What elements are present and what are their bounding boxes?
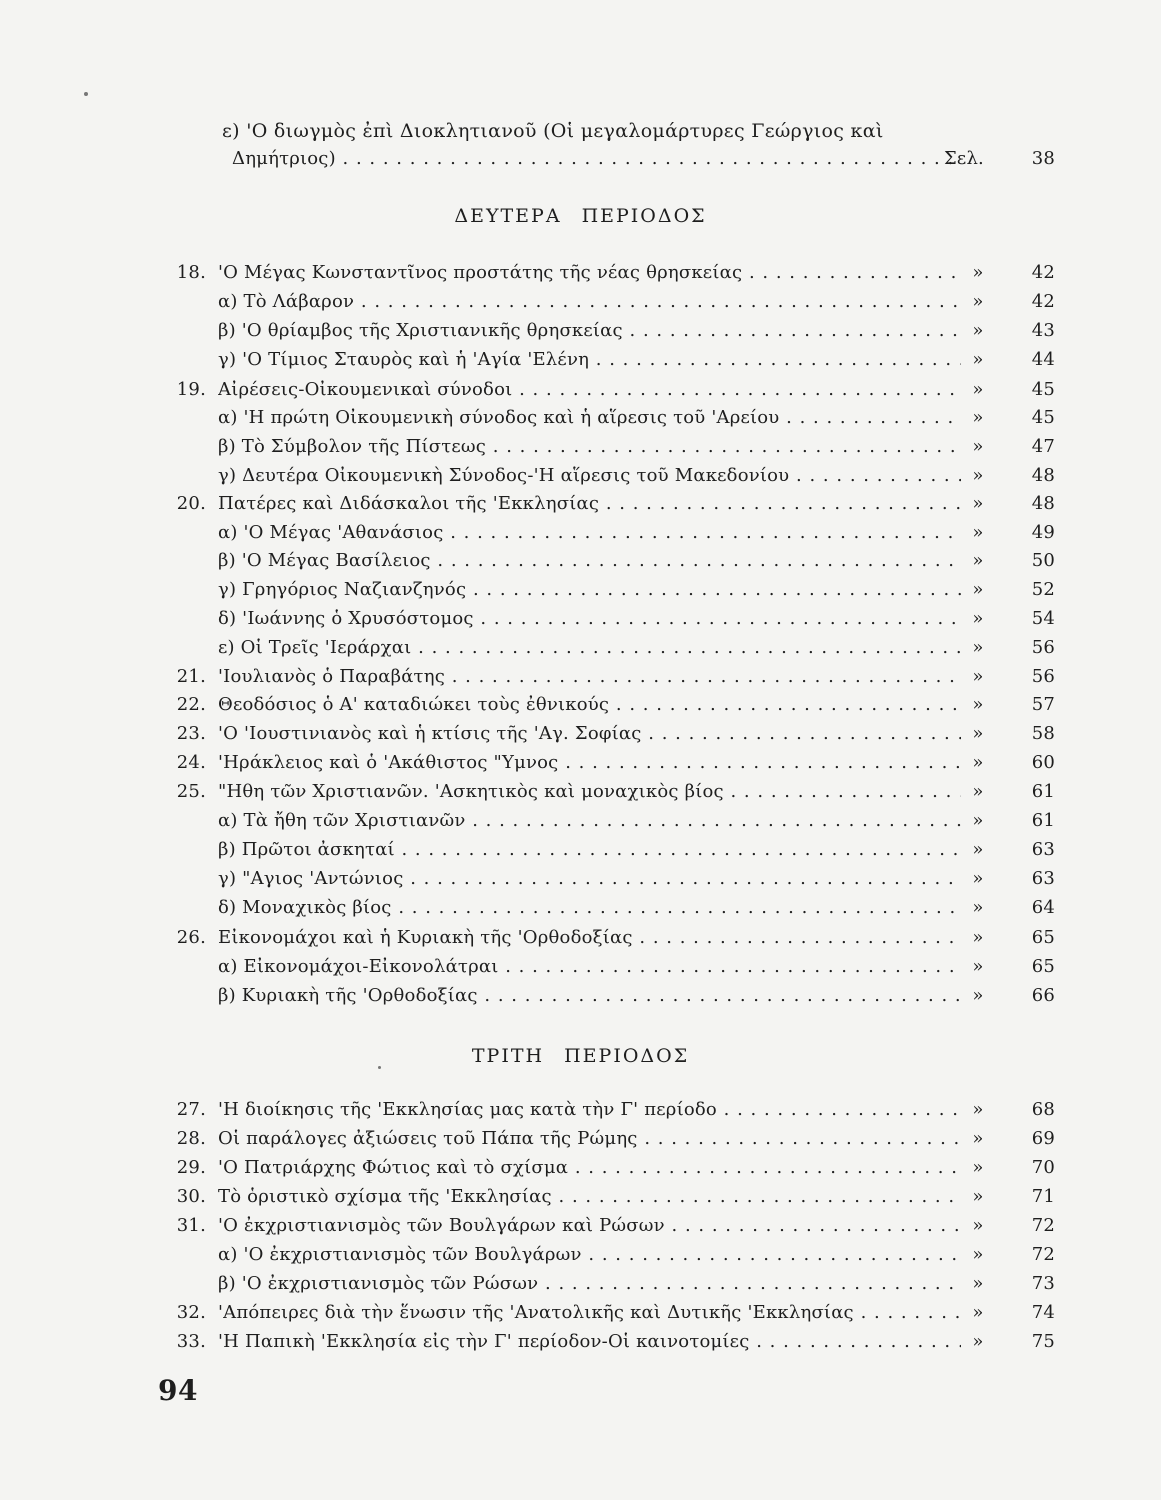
toc-entry-ditto-mark: » bbox=[972, 291, 984, 312]
toc-entry-ditto-mark: » bbox=[972, 985, 984, 1006]
toc-entry-page: 54 bbox=[1031, 608, 1055, 629]
toc-entry-page: 48 bbox=[1031, 465, 1055, 486]
intro-row bbox=[0, 148, 1161, 176]
toc-entry-title: ε) Οἱ Τρεῖς 'Ιεράρχαι . . . bbox=[218, 637, 961, 658]
section-heading-second-period: ΔΕΥΤΕΡΑ ΠΕΡΙΟΔΟΣ bbox=[454, 205, 707, 227]
toc-entry-title: γ) Γρηγόριος Ναζιανζηνός . . . bbox=[218, 579, 961, 600]
toc-entry-title: Οἱ παράλογες ἀξιώσεις τοῦ Πάπα τῆς Ρώμης . . . bbox=[218, 1128, 961, 1149]
toc-entry-page: 69 bbox=[1031, 1128, 1055, 1149]
toc-entry-title: Εἰκονομάχοι καὶ ἡ Κυριακὴ τῆς 'Ορθοδοξίας . . . bbox=[218, 927, 961, 948]
toc-entry-ditto-mark: » bbox=[972, 810, 984, 831]
toc-entry-title: 'Η Παπικὴ 'Εκκλησία εἰς τὴν Γ' περίοδον-Οἱ καινοτομίες . . . bbox=[218, 1331, 961, 1352]
toc-entry-title: 'Ο Πατριάρχης Φώτιος καὶ τὸ σχίσμα . . . bbox=[218, 1157, 961, 1178]
toc-entry-ditto-mark: » bbox=[972, 927, 984, 948]
toc-entry-number: 22. bbox=[176, 694, 206, 715]
toc-entry bbox=[0, 1186, 1161, 1214]
toc-entry-ditto-mark: » bbox=[972, 637, 984, 658]
toc-entry bbox=[0, 839, 1161, 867]
toc-entry-title: β) Τὸ Σύμβολον τῆς Πίστεως . . . bbox=[218, 436, 961, 457]
toc-entry-ditto-mark: » bbox=[972, 752, 984, 773]
toc-entry-page: 52 bbox=[1031, 579, 1055, 600]
toc-entry-page: 42 bbox=[1031, 291, 1055, 312]
toc-entry-ditto-mark: » bbox=[972, 465, 984, 486]
toc-entry bbox=[0, 781, 1161, 809]
toc-entry-ditto-mark: » bbox=[972, 579, 984, 600]
toc-entry-ditto-mark: » bbox=[972, 956, 984, 977]
toc-entry-title: γ) "Αγιος 'Αντώνιος . . . bbox=[218, 868, 961, 889]
toc-entry-number: 25. bbox=[176, 781, 206, 802]
toc-entry-number: 18. bbox=[176, 262, 206, 283]
toc-entry-ditto-mark: » bbox=[972, 262, 984, 283]
toc-entry-page: 56 bbox=[1031, 637, 1055, 658]
toc-entry-ditto-mark: » bbox=[972, 694, 984, 715]
toc-entry-number: 28. bbox=[176, 1128, 206, 1149]
toc-entry-ditto-mark: » bbox=[972, 407, 984, 428]
toc-entry bbox=[0, 927, 1161, 955]
section-heading-third-period: ΤΡΙΤΗ ΠΕΡΙΟΔΟΣ bbox=[471, 1045, 690, 1067]
toc-entry-page: 45 bbox=[1031, 407, 1055, 428]
toc-entry-number: 32. bbox=[176, 1302, 206, 1323]
toc-entry-ditto-mark: » bbox=[972, 320, 984, 341]
toc-entry-title: β) Κυριακὴ τῆς 'Ορθοδοξίας . . . bbox=[218, 985, 961, 1006]
toc-entry bbox=[0, 1128, 1161, 1156]
toc-entry bbox=[0, 956, 1161, 984]
toc-entry-ditto-mark: » bbox=[972, 550, 984, 571]
toc-entry bbox=[0, 666, 1161, 694]
toc-entry-page: 64 bbox=[1031, 897, 1055, 918]
toc-entry-ditto-mark: » bbox=[972, 1331, 984, 1352]
toc-entry-ditto-mark: » bbox=[972, 839, 984, 860]
toc-entry-title: α) 'Η πρώτη Οἰκουμενικὴ σύνοδος καὶ ἡ αἵρεσις τοῦ 'Αρείου . . . bbox=[218, 407, 961, 428]
toc-entry bbox=[0, 550, 1161, 578]
toc-entry bbox=[0, 637, 1161, 665]
toc-entry-ditto-mark: » bbox=[972, 781, 984, 802]
toc-entry-number: 23. bbox=[176, 723, 206, 744]
toc-entry bbox=[0, 897, 1161, 925]
toc-entry-title: 'Ο 'Ιουστινιανὸς καὶ ἡ κτίσις τῆς 'Αγ. Σοφίας . . . bbox=[218, 723, 961, 744]
toc-entry-page: 66 bbox=[1031, 985, 1055, 1006]
toc-entry-title: 'Ιουλιανὸς ὁ Παραβάτης . . . bbox=[218, 666, 961, 687]
toc-entry bbox=[0, 291, 1161, 319]
intro-title-line2: Δημήτριος) . . . bbox=[232, 148, 961, 169]
toc-entry bbox=[0, 1099, 1161, 1127]
toc-entry bbox=[0, 579, 1161, 607]
toc-entry-page: 45 bbox=[1031, 379, 1055, 400]
toc-entry-ditto-mark: » bbox=[972, 897, 984, 918]
toc-entry-number: 26. bbox=[176, 927, 206, 948]
toc-entry-title: α) Εἰκονομάχοι-Εἰκονολάτραι . . . bbox=[218, 956, 961, 977]
toc-entry bbox=[0, 1331, 1161, 1359]
toc-entry-title: Θεοδόσιος ὁ Α' καταδιώκει τοὺς ἐθνικούς . . . bbox=[218, 694, 961, 715]
toc-entry-title: β) Πρῶτοι ἀσκηταί . . . bbox=[218, 839, 961, 860]
toc-entry-ditto-mark: » bbox=[972, 379, 984, 400]
toc-entry-page: 72 bbox=[1031, 1244, 1055, 1265]
toc-entry bbox=[0, 694, 1161, 722]
toc-entry-title: "Ηθη τῶν Χριστιανῶν. 'Ασκητικὸς καὶ μοναχικὸς βίος . . . bbox=[218, 781, 961, 802]
print-speck bbox=[84, 92, 88, 96]
toc-entry-page: 50 bbox=[1031, 550, 1055, 571]
toc-entry-title: γ) 'Ο Τίμιος Σταυρὸς καὶ ἡ 'Αγία 'Ελένη . . . bbox=[218, 349, 961, 370]
toc-entry-number: 31. bbox=[176, 1215, 206, 1236]
toc-entry-title: Πατέρες καὶ Διδάσκαλοι τῆς 'Εκκλησίας . . . bbox=[218, 493, 961, 514]
toc-entry bbox=[0, 493, 1161, 521]
toc-entry-ditto-mark: » bbox=[972, 1099, 984, 1120]
toc-entry-page: 61 bbox=[1031, 781, 1055, 802]
toc-entry-title: γ) Δευτέρα Οἰκουμενικὴ Σύνοδος-'Η αἵρεσις τοῦ Μακεδονίου . . . bbox=[218, 465, 961, 486]
toc-entry bbox=[0, 868, 1161, 896]
toc-entry-title: β) 'Ο Μέγας Βασίλειος . . . bbox=[218, 550, 961, 571]
toc-entry-ditto-mark: » bbox=[972, 608, 984, 629]
toc-entry-title: α) 'Ο ἐκχριστιανισμὸς τῶν Βουλγάρων . . . bbox=[218, 1244, 961, 1265]
toc-entry-ditto-mark: » bbox=[972, 1186, 984, 1207]
toc-entry-ditto-mark: » bbox=[972, 1215, 984, 1236]
toc-entry bbox=[0, 465, 1161, 493]
toc-entry-page: 43 bbox=[1031, 320, 1055, 341]
toc-entry-number: 30. bbox=[176, 1186, 206, 1207]
toc-entry-page: 75 bbox=[1031, 1331, 1055, 1352]
toc-entry bbox=[0, 608, 1161, 636]
toc-entry-page: 73 bbox=[1031, 1273, 1055, 1294]
toc-entry-number: 29. bbox=[176, 1157, 206, 1178]
toc-entry-title: 'Ηράκλειος καὶ ὁ 'Ακάθιστος "Υμνος . . . bbox=[218, 752, 961, 773]
toc-entry-title: β) 'Ο ἐκχριστιανισμὸς τῶν Ρώσων . . . bbox=[218, 1273, 961, 1294]
toc-entry-ditto-mark: » bbox=[972, 1244, 984, 1265]
toc-entry bbox=[0, 522, 1161, 550]
toc-entry-number: 33. bbox=[176, 1331, 206, 1352]
toc-entry-title: δ) 'Ιωάννης ὁ Χρυσόστομος . . . bbox=[218, 608, 961, 629]
toc-entry-page: 70 bbox=[1031, 1157, 1055, 1178]
toc-entry-ditto-mark: » bbox=[972, 436, 984, 457]
toc-entry-ditto-mark: » bbox=[972, 1157, 984, 1178]
toc-entry-number: 20. bbox=[176, 493, 206, 514]
toc-entry bbox=[0, 723, 1161, 751]
toc-entry bbox=[0, 349, 1161, 377]
toc-entry-number: 19. bbox=[176, 379, 206, 400]
toc-entry bbox=[0, 436, 1161, 464]
toc-entry-page: 42 bbox=[1031, 262, 1055, 283]
intro-page-number: 38 bbox=[1031, 148, 1055, 169]
toc-entry bbox=[0, 1215, 1161, 1243]
toc-entry-ditto-mark: » bbox=[972, 666, 984, 687]
intro-title-line1: ε) 'Ο διωγμὸς ἐπὶ Διοκλητιανοῦ (Οἱ μεγαλομάρτυρες Γεώργιος καὶ bbox=[222, 120, 884, 142]
toc-entry-ditto-mark: » bbox=[972, 723, 984, 744]
toc-entry-page: 65 bbox=[1031, 927, 1055, 948]
toc-entry-ditto-mark: » bbox=[972, 493, 984, 514]
toc-entry bbox=[0, 1244, 1161, 1272]
toc-entry-title: 'Ο ἐκχριστιανισμὸς τῶν Βουλγάρων καὶ Ρώσων . . . bbox=[218, 1215, 961, 1236]
toc-entry-number: 24. bbox=[176, 752, 206, 773]
toc-entry bbox=[0, 320, 1161, 348]
toc-entry bbox=[0, 1157, 1161, 1185]
toc-entry-ditto-mark: » bbox=[972, 349, 984, 370]
toc-entry-ditto-mark: » bbox=[972, 522, 984, 543]
toc-entry-ditto-mark: » bbox=[972, 868, 984, 889]
toc-entry-page: 49 bbox=[1031, 522, 1055, 543]
toc-entry-number: 21. bbox=[176, 666, 206, 687]
toc-entry-page: 56 bbox=[1031, 666, 1055, 687]
toc-entry-page: 44 bbox=[1031, 349, 1055, 370]
toc-entry bbox=[0, 985, 1161, 1013]
toc-entry-title: Αἰρέσεις-Οἰκουμενικαὶ σύνοδοι . . . bbox=[218, 379, 961, 400]
toc-entry-title: 'Απόπειρες διὰ τὴν ἕνωσιν τῆς 'Ανατολικῆς καὶ Δυτικῆς 'Εκκλησίας . . . bbox=[218, 1302, 961, 1323]
toc-entry-page: 71 bbox=[1031, 1186, 1055, 1207]
toc-entry-page: 74 bbox=[1031, 1302, 1055, 1323]
toc-entry-page: 47 bbox=[1031, 436, 1055, 457]
toc-entry-page: 61 bbox=[1031, 810, 1055, 831]
intro-page-label: Σελ. bbox=[944, 148, 984, 169]
toc-entry-page: 57 bbox=[1031, 694, 1055, 715]
toc-entry-page: 60 bbox=[1031, 752, 1055, 773]
toc-entry bbox=[0, 810, 1161, 838]
page-number: 94 bbox=[158, 1374, 198, 1407]
toc-entry-title: 'Ο Μέγας Κωνσταντῖνος προστάτης τῆς νέας θρησκείας . . . bbox=[218, 262, 961, 283]
toc-entry-page: 48 bbox=[1031, 493, 1055, 514]
toc-entry-title: δ) Μοναχικὸς βίος . . . bbox=[218, 897, 961, 918]
toc-entry-title: Τὸ ὁριστικὸ σχίσμα τῆς 'Εκκλησίας . . . bbox=[218, 1186, 961, 1207]
toc-entry-page: 72 bbox=[1031, 1215, 1055, 1236]
toc-entry-page: 68 bbox=[1031, 1099, 1055, 1120]
toc-entry-page: 65 bbox=[1031, 956, 1055, 977]
toc-entry-page: 58 bbox=[1031, 723, 1055, 744]
toc-entry-ditto-mark: » bbox=[972, 1273, 984, 1294]
toc-entry bbox=[0, 752, 1161, 780]
toc-entry bbox=[0, 379, 1161, 407]
toc-entry-title: α) Τὰ ἤθη τῶν Χριστιανῶν . . . bbox=[218, 810, 961, 831]
toc-entry-title: 'Η διοίκησις τῆς 'Εκκλησίας μας κατὰ τὴν Γ' περίοδο . . . bbox=[218, 1099, 961, 1120]
toc-entry-title: β) 'Ο θρίαμβος τῆς Χριστιανικῆς θρησκείας . . . bbox=[218, 320, 961, 341]
toc-entry-title: α) Τὸ Λάβαρον . . . bbox=[218, 291, 961, 312]
toc-entry bbox=[0, 262, 1161, 290]
toc-entry bbox=[0, 407, 1161, 435]
toc-entry bbox=[0, 1273, 1161, 1301]
toc-entry-ditto-mark: » bbox=[972, 1128, 984, 1149]
toc-entry-number: 27. bbox=[176, 1099, 206, 1120]
toc-entry bbox=[0, 1302, 1161, 1330]
toc-entry-page: 63 bbox=[1031, 839, 1055, 860]
toc-entry-ditto-mark: » bbox=[972, 1302, 984, 1323]
toc-entry-title: α) 'Ο Μέγας 'Αθανάσιος . . . bbox=[218, 522, 961, 543]
toc-entry-page: 63 bbox=[1031, 868, 1055, 889]
